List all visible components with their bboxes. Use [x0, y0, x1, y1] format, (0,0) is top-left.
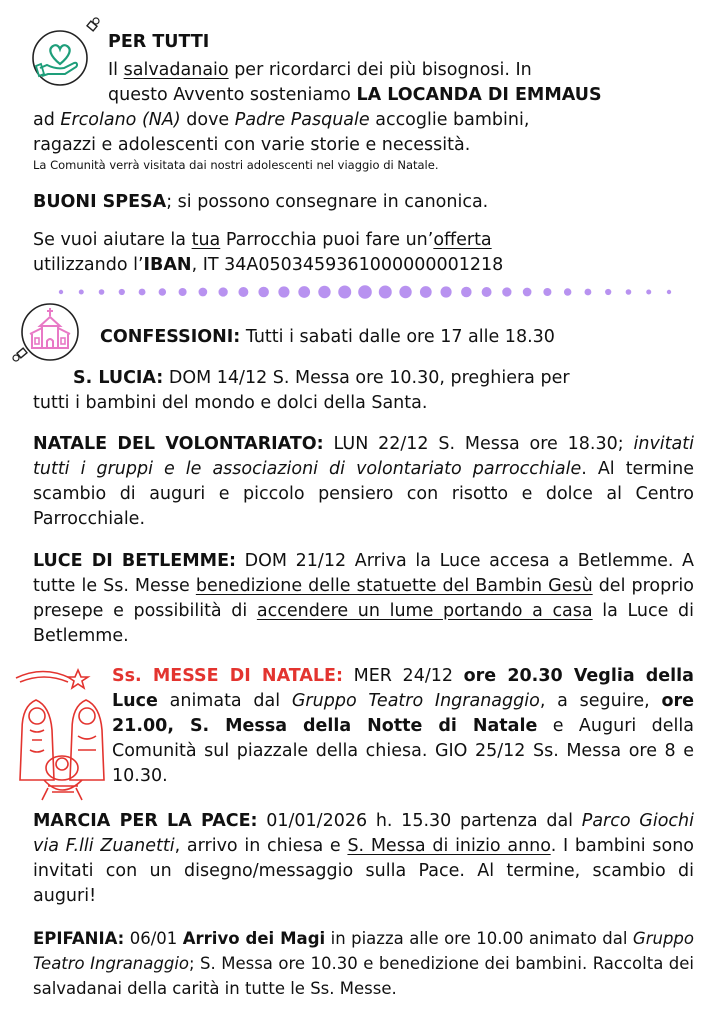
divider-dot	[605, 289, 611, 295]
divider-dot	[379, 286, 392, 299]
divider-dot	[298, 286, 310, 298]
per-tutti-line3: ad Ercolano (NA) dove Padre Pasquale accoglie bambini,	[33, 110, 530, 130]
epifania: EPIFANIA: 06/01 Arrivo dei Magi in piazza alle ore 10.00 animato dal Gruppo Teatro Ingranaggio; S. Messa ore 10.30 e benedizione dei bambini. Raccolta dei salvadanai della carità in tutte le Ss. Messe.	[33, 929, 694, 998]
divider-dot	[667, 290, 671, 294]
per-tutti-section	[108, 30, 694, 55]
per-tutti-line4: ragazzi e adolescenti con varie storie e necessità.	[33, 135, 471, 155]
divider-dot	[440, 286, 451, 297]
buoni-spesa: BUONI SPESA; si possono consegnare in canonica.	[33, 192, 489, 212]
dotted-divider	[55, 282, 675, 302]
divider-dot	[358, 285, 372, 299]
divider-dot	[79, 289, 84, 294]
divider-dot	[482, 287, 492, 297]
divider-dot	[199, 288, 208, 297]
aiuto-paragraph: Se vuoi aiutare la tua Parrocchia puoi fare un’offerta utilizzando l’IBAN, IT 34A0503459361000000001218	[33, 230, 504, 275]
divider-dot	[461, 287, 472, 298]
heart-hand-icon	[20, 16, 106, 88]
salvadanaio-link: salvadanaio	[123, 60, 229, 80]
divider-dot	[59, 290, 63, 294]
per-tutti-line1: Il salvadanaio per ricordarci dei più bisognosi. In	[108, 60, 532, 80]
marcia-per-la-pace: MARCIA PER LA PACE: 01/01/2026 h. 15.30 partenza dal Parco Giochi via F.lli Zuanetti, arrivo in chiesa e S. Messa di inizio anno. I bambini sono invitati con un disegno/messaggio sulla Pace. Al termine, scambio di auguri!	[33, 811, 695, 906]
divider-dot	[523, 288, 532, 297]
nativity-icon	[8, 660, 118, 810]
divider-dot	[139, 289, 146, 296]
messe-di-natale: Ss. MESSE DI NATALE: MER 24/12 ore 20.30 Veglia della Luce animata dal Gruppo Teatro Ingranaggio, a seguire, ore 21.00, S. Messa della Notte di Natale e Auguri della Comunità sul piazzale della chiesa. GIO 25/12 Ss. Messa ore 8 e 10.30.	[112, 666, 694, 786]
santa-lucia: S. LUCIA: DOM 14/12 S. Messa ore 10.30, preghiera per tutti i bambini del mondo e dolci della Santa.	[33, 368, 570, 413]
divider-dot	[543, 288, 551, 296]
luce-di-betlemme: LUCE DI BETLEMME: DOM 21/12 Arriva la Luce accesa a Betlemme. A tutte le Ss. Messe benedizione delle statuette del Bambin Gesù del proprio presepe e possibilità di accendere un lume portando a casa la Luce di Betlemme.	[33, 551, 695, 646]
divider-dot	[564, 288, 571, 295]
divider-dot	[585, 289, 592, 296]
divider-dot	[238, 287, 248, 297]
divider-dot	[99, 289, 105, 295]
natale-volontariato: NATALE DEL VOLONTARIATO: LUN 22/12 S. Messa ore 18.30; invitati tutti i gruppi e le associazioni di volontariato parrocchiale. Al termine scambio di auguri e piccolo pensiero con risotto e dolce al Centro Parrocchiale.	[33, 434, 694, 529]
divider-dot	[258, 287, 269, 298]
divider-dot	[278, 286, 289, 297]
confessioni: CONFESSIONI: Tutti i sabati dalle ore 17 alle 18.30	[100, 327, 555, 347]
divider-dot	[399, 286, 411, 298]
divider-dot	[119, 289, 125, 295]
divider-dot	[318, 286, 330, 298]
divider-dot	[218, 287, 227, 296]
divider-dot	[626, 289, 632, 295]
divider-dot	[420, 286, 432, 298]
divider-dot	[502, 287, 511, 296]
church-icon	[10, 296, 96, 368]
divider-dot	[179, 288, 187, 296]
divider-dot	[159, 288, 166, 295]
per-tutti-title: PER TUTTI	[108, 32, 210, 52]
divider-dot	[338, 286, 351, 299]
per-tutti-line2: questo Avvento sosteniamo LA LOCANDA DI EMMAUS	[108, 85, 602, 105]
divider-dot	[646, 289, 651, 294]
per-tutti-note: La Comunità verrà visitata dai nostri adolescenti nel viaggio di Natale.	[33, 158, 439, 172]
